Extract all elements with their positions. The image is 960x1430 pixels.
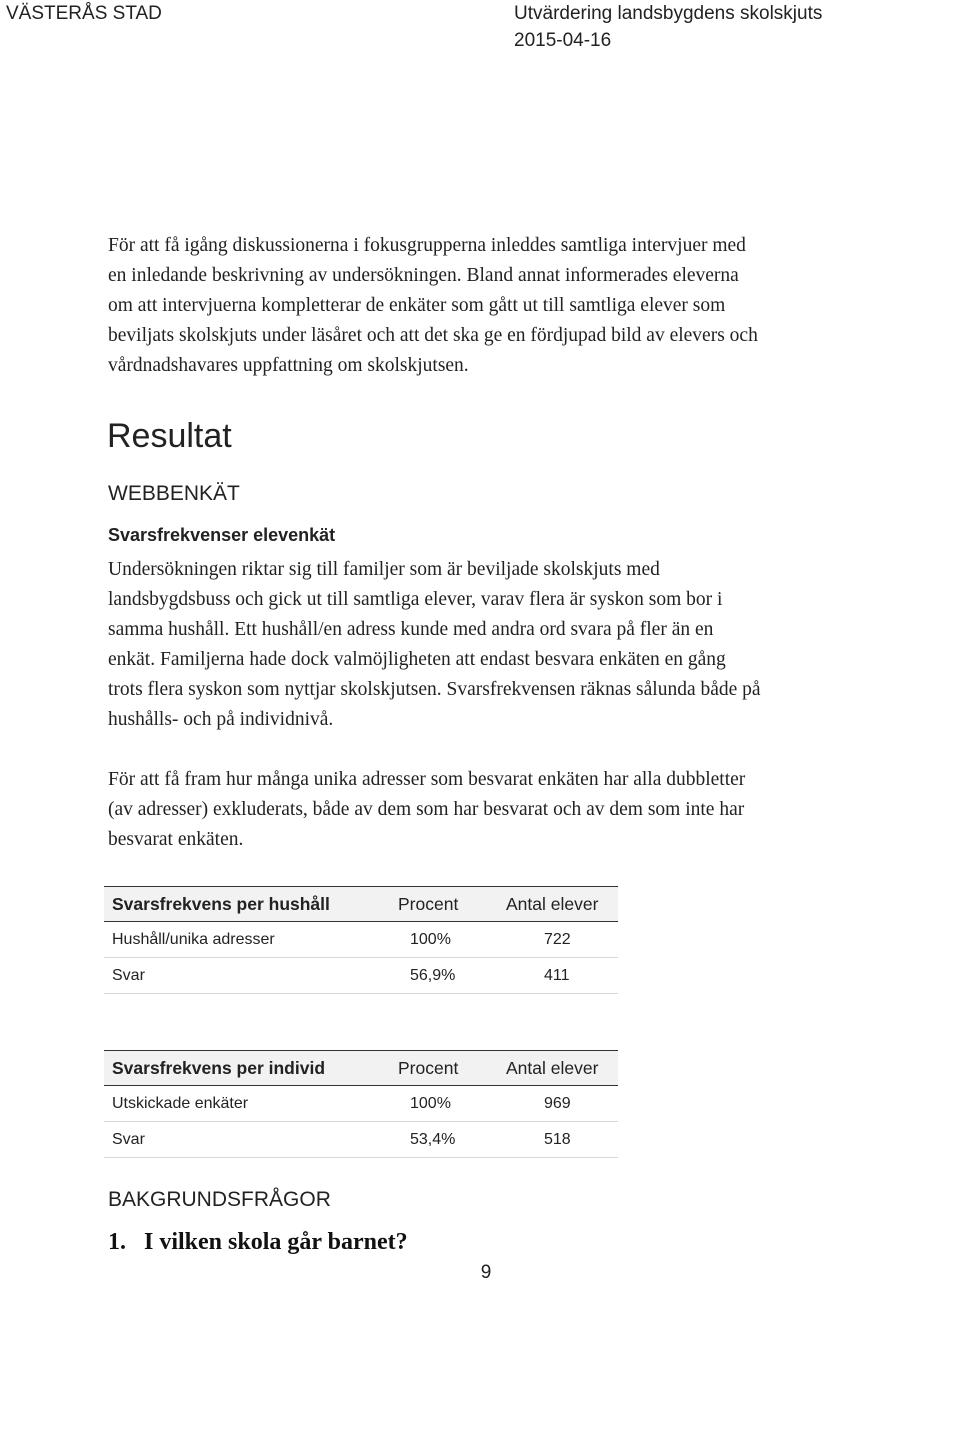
text-line: (av adresser) exkluderats, både av dem som har besvarat och av dem som inte har bbox=[108, 799, 745, 820]
table-header-row bbox=[104, 887, 618, 922]
table-cell: 722 bbox=[498, 922, 618, 958]
response-rate-paragraph bbox=[108, 555, 878, 735]
text-line: För att få fram hur många unika adresser som besvarat enkäten har alla dubbletter bbox=[108, 769, 746, 790]
table-row bbox=[104, 958, 618, 994]
table-cell: 969 bbox=[498, 1086, 618, 1122]
column-header: Antal elever bbox=[498, 887, 618, 922]
section-title: Resultat bbox=[107, 417, 232, 455]
header-date: 2015-04-16 bbox=[514, 30, 612, 51]
subsection-title: WEBBENKÄT bbox=[108, 482, 240, 505]
column-header: Svarsfrekvens per individ bbox=[104, 1051, 390, 1086]
question-text: I vilken skola går barnet? bbox=[144, 1229, 408, 1255]
table-row bbox=[104, 1086, 618, 1122]
text-line: trots flera syskon som nyttjar skolskjutsen. Svarsfrekvensen räknas sålunda både på bbox=[108, 679, 761, 700]
text-line: Undersökningen riktar sig till familjer som är beviljade skolskjuts med bbox=[108, 559, 660, 580]
text-line: om att intervjuerna kompletterar de enkäter som gått ut till samtliga elever som bbox=[108, 295, 726, 316]
intro-paragraph bbox=[108, 231, 878, 381]
column-header: Svarsfrekvens per hushåll bbox=[104, 887, 390, 922]
header-org: VÄSTERÅS STAD bbox=[6, 3, 162, 24]
text-line: vårdnadshavares uppfattning om skolskjutsen. bbox=[108, 355, 469, 376]
text-line: en inledande beskrivning av undersökningen. Bland annat informerades eleverna bbox=[108, 265, 739, 286]
text-line: samma hushåll. Ett hushåll/en adress kunde med andra ord svara på fler än en bbox=[108, 619, 714, 640]
text-line: hushålls- och på individnivå. bbox=[108, 709, 334, 730]
text-line: beviljats skolskjuts under läsåret och att det ska ge en fördjupad bild av elevers och bbox=[108, 325, 758, 346]
duplicates-paragraph bbox=[108, 765, 878, 855]
table-cell: Hushåll/unika adresser bbox=[104, 922, 390, 958]
question-number: 1. bbox=[108, 1229, 126, 1255]
table-row bbox=[104, 922, 618, 958]
table-row bbox=[104, 1122, 618, 1158]
text-line: besvarat enkäten. bbox=[108, 829, 244, 850]
page-number: 9 bbox=[480, 1262, 492, 1283]
background-questions-title: BAKGRUNDSFRÅGOR bbox=[108, 1188, 331, 1211]
household-response-table bbox=[104, 886, 618, 994]
table-cell: Svar bbox=[104, 1122, 390, 1158]
table-cell: 411 bbox=[498, 958, 618, 994]
table-cell: 100% bbox=[390, 1086, 498, 1122]
text-line: enkät. Familjerna hade dock valmöjligheten att endast besvara enkäten en gång bbox=[108, 649, 726, 670]
subsubsection-title: Svarsfrekvenser elevenkät bbox=[108, 525, 336, 545]
column-header: Procent bbox=[390, 887, 498, 922]
text-line: För att få igång diskussionerna i fokusgrupperna inleddes samtliga intervjuer med bbox=[108, 235, 746, 256]
column-header: Procent bbox=[390, 1051, 498, 1086]
question-heading bbox=[108, 1226, 408, 1258]
table-cell: 518 bbox=[498, 1122, 618, 1158]
table-cell: 100% bbox=[390, 922, 498, 958]
column-header: Antal elever bbox=[498, 1051, 618, 1086]
table-cell: Utskickade enkäter bbox=[104, 1086, 390, 1122]
text-line: landsbygdsbuss och gick ut till samtliga elever, varav flera är syskon som bor i bbox=[108, 589, 723, 610]
table-header-row bbox=[104, 1051, 618, 1086]
table-cell: 56,9% bbox=[390, 958, 498, 994]
header-right bbox=[514, 0, 822, 54]
table-cell: Svar bbox=[104, 958, 390, 994]
table-cell: 53,4% bbox=[390, 1122, 498, 1158]
header-doc-title: Utvärdering landsbygdens skolskjuts bbox=[514, 3, 823, 24]
individual-response-table bbox=[104, 1050, 618, 1158]
